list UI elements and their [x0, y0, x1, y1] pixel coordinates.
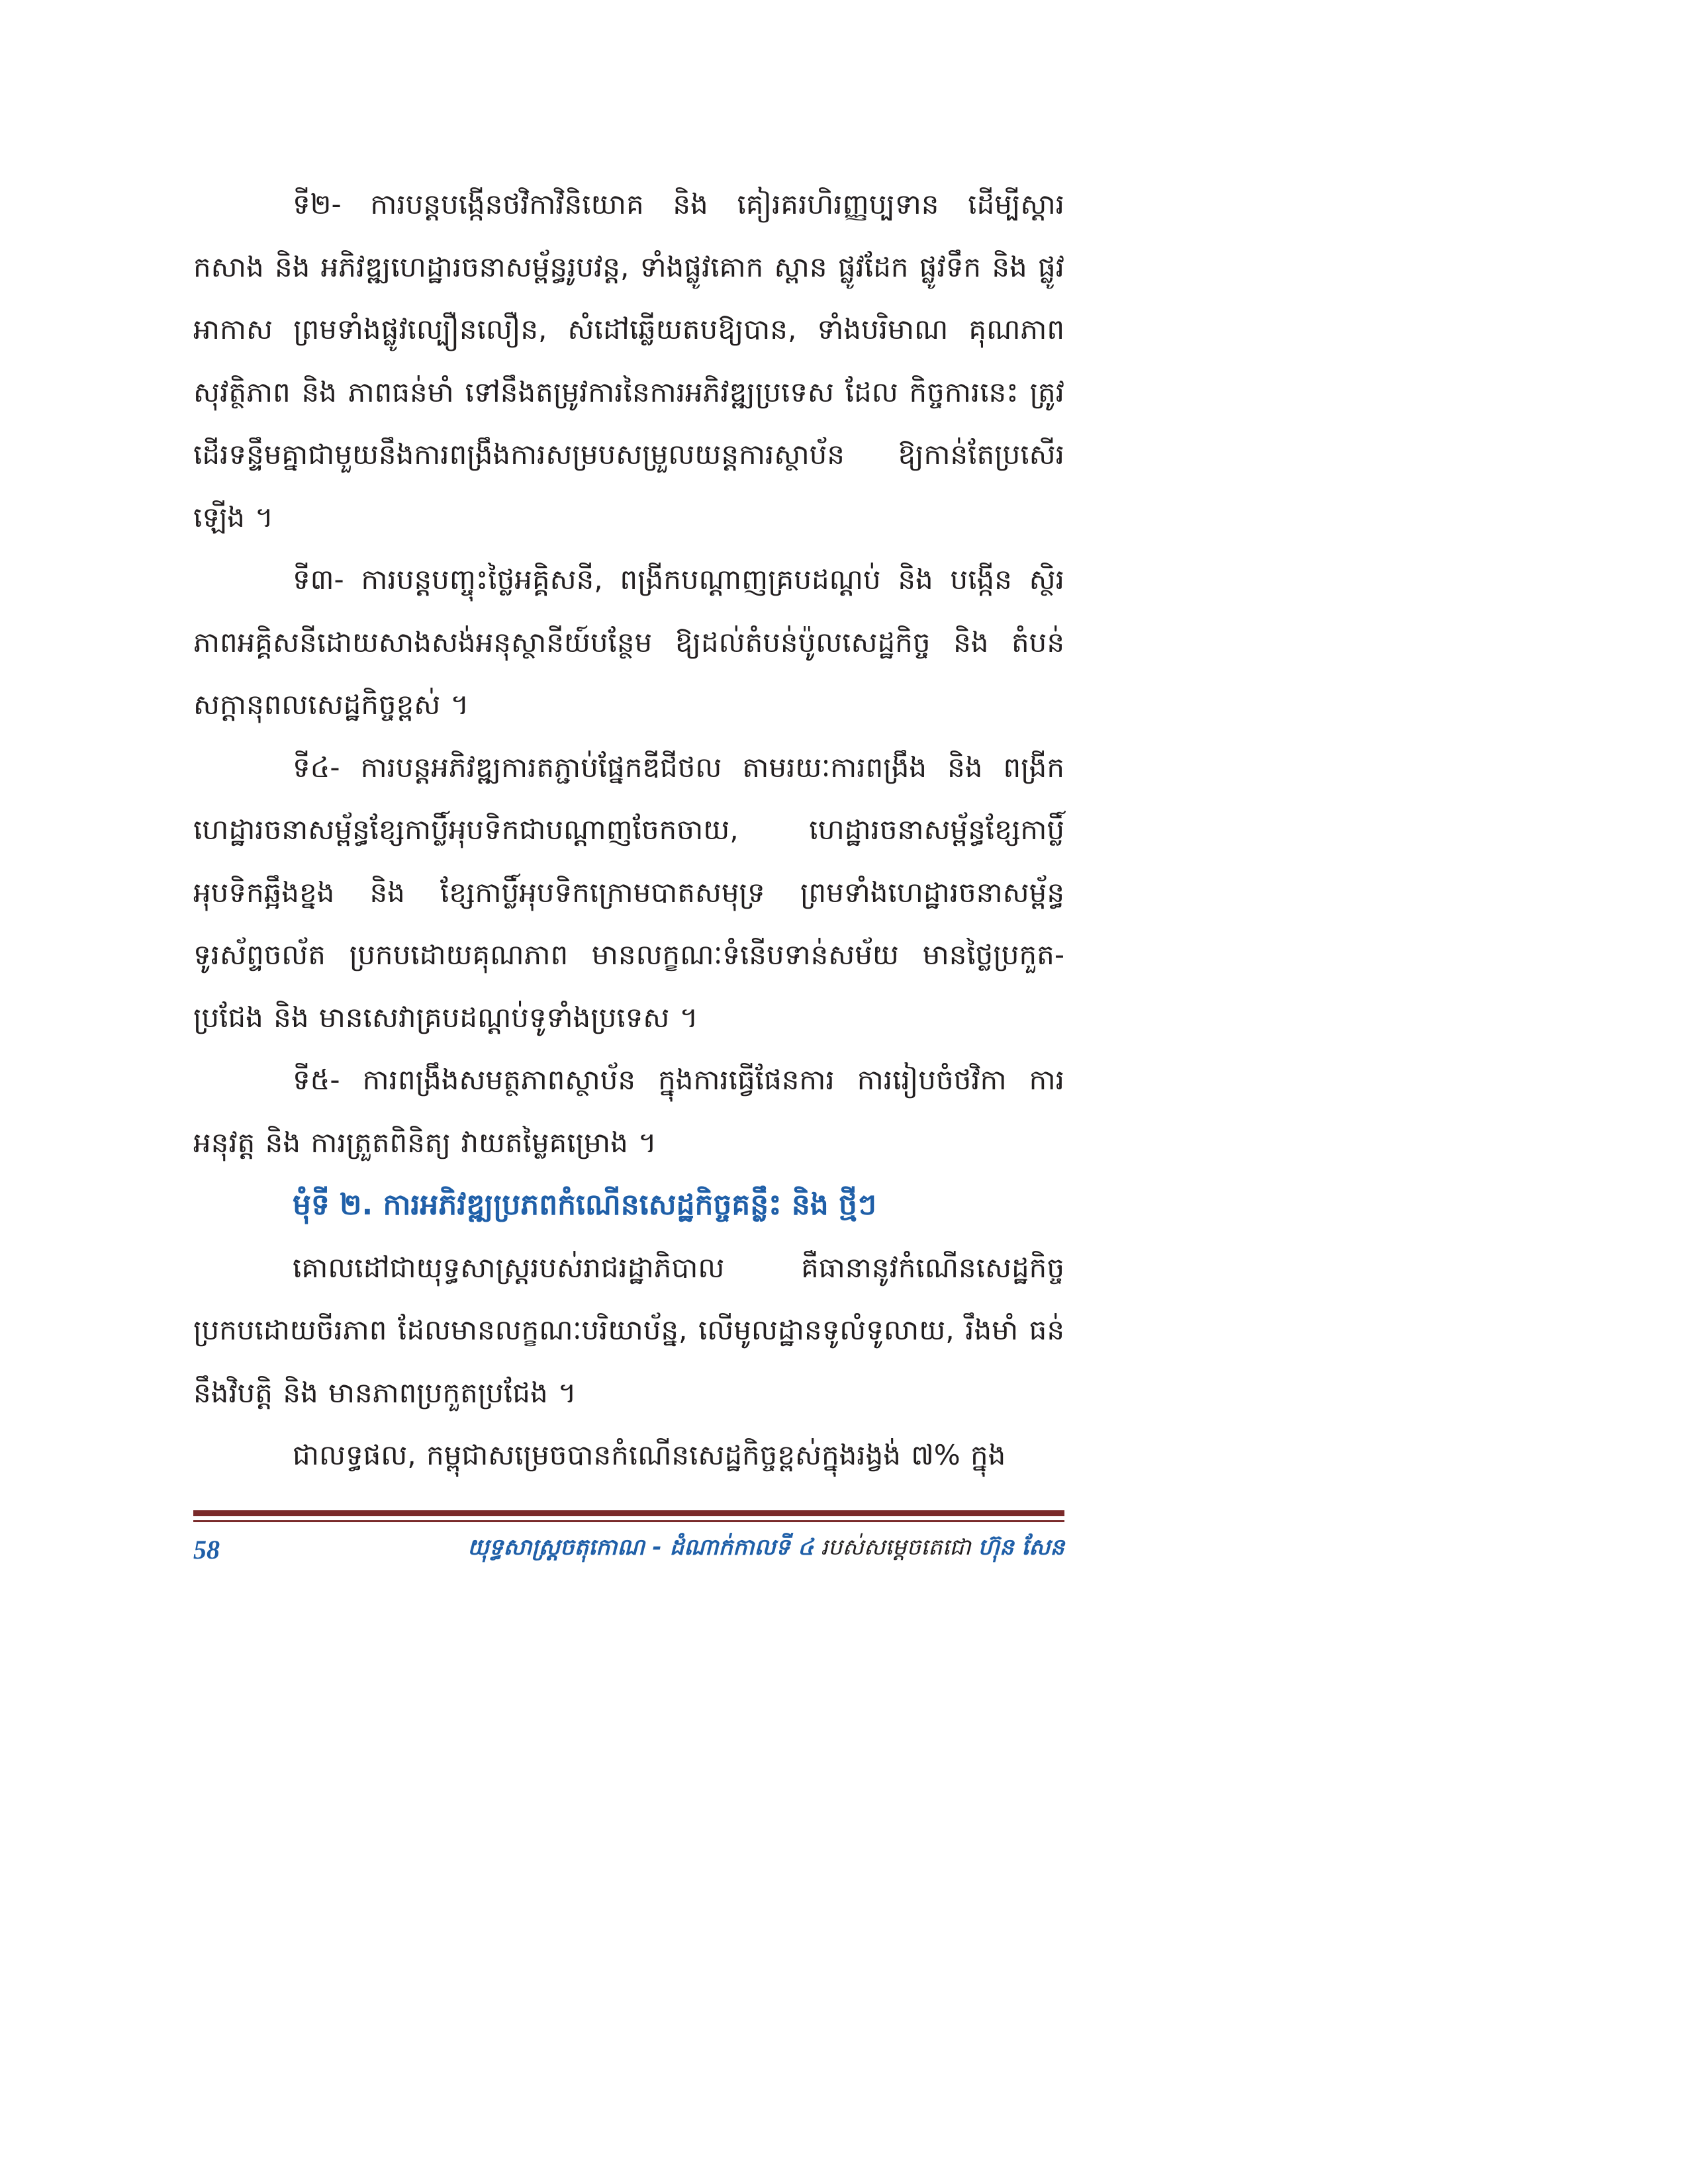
page-footer	[193, 1526, 1064, 1572]
paragraph-item-5: ទី៥- ការពង្រឹងសមត្ថភាពស្ថាប័ន ក្នុងការធ្វើផែនការ ការរៀបចំថវិកា ការអនុវត្ត និង ការត្រួតពិនិត្យ វាយតម្លៃគម្រោង ។	[193, 1064, 1064, 1159]
paragraph-result: ជាលទ្ធផល, កម្ពុជាសម្រេចបានកំណើនសេដ្ឋកិច្ចខ្ពស់ក្នុងរង្វង់ ៧% ក្នុង	[293, 1439, 1006, 1471]
paragraph-goal: គោលដៅជាយុទ្ធសាស្ត្ររបស់រាជរដ្ឋាភិបាល គឺធានានូវកំណើនសេដ្ឋកិច្ច ប្រកបដោយចីរភាព ដែលមានលក្ខណៈបរិយាប័ន្ន, លើមូលដ្ឋានទូលំទូលាយ, រឹងមាំ ធន់នឹងវិបត្តិ និង មានភាពប្រកួតប្រជែង ។	[193, 1251, 1064, 1409]
running-title-author: ហ៊ុន សែន	[978, 1534, 1064, 1561]
footer-rule-thin	[193, 1520, 1064, 1522]
running-title-by: របស់សម្តេចតេជោ	[821, 1534, 971, 1561]
paragraph-item-3: ទី៣- ការបន្តបញ្ចុះថ្លៃអគ្គិសនី, ពង្រីកបណ្តាញគ្របដណ្តប់ និង បង្កើន ស្ថិរភាពអគ្គិសនីដោយសាងសង់អនុស្ថានីយ៍បន្ថែម ឱ្យដល់តំបន់ប៉ូលសេដ្ឋកិច្ច និង តំបន់សក្តានុពលសេដ្ឋកិច្ចខ្ពស់ ។	[193, 563, 1064, 721]
running-title-main: យុទ្ធសាស្ត្រចតុកោណ - ដំណាក់កាលទី ៤	[467, 1534, 814, 1561]
section-heading: មុំទី ២. ការអភិវឌ្ឍប្រភពកំណើនសេដ្ឋកិច្ចគន្លឹះ និង ថ្មីៗ	[293, 1188, 876, 1222]
paragraph-item-4: ទី៤- ការបន្តអភិវឌ្ឍការតភ្ជាប់ផ្នែកឌីជីថល តាមរយៈការពង្រឹង និង ពង្រីក ហេដ្ឋារចនាសម្ព័ន្ធខ្សែកាប្លិ៍អុបទិកជាបណ្តាញចែកចាយ, ហេដ្ឋារចនាសម្ព័ន្ធខ្សែកាប្លិ៍ អុបទិកឆ្អឹងខ្នង និង ខ្សែកាប្លិ៍អុបទិកក្រោមបាតសមុទ្រ ព្រមទាំងហេដ្ឋារចនាសម្ព័ន្ធ ទូរស័ព្ទចល័ត ប្រកបដោយគុណភាព មានលក្ខណៈទំនើបទាន់សម័យ មានថ្លៃប្រកួត- ប្រជែង និង មានសេវាគ្របដណ្តប់ទូទាំងប្រទេស ។	[193, 751, 1064, 1034]
footer-rule-thick	[193, 1510, 1064, 1516]
running-title	[467, 1533, 1064, 1566]
page-number: 58	[193, 1534, 220, 1565]
paragraph-item-2: ទី២- ការបន្តបង្កើនថវិកាវិនិយោគ និង គៀរគរហិរញ្ញប្បទាន ដើម្បីស្តារ កសាង និង អភិវឌ្ឍហេដ្ឋារចនាសម្ព័ន្ធរូបវន្ត, ទាំងផ្លូវគោក ស្ពាន ផ្លូវដែក ផ្លូវទឹក និង ផ្លូវអាកាស ព្រមទាំងផ្លូវល្បឿនលឿន, សំដៅឆ្លើយតបឱ្យបាន, ទាំងបរិមាណ គុណភាព សុវត្ថិភាព និង ភាពធន់មាំ ទៅនឹងតម្រូវការនៃការអភិវឌ្ឍប្រទេស ដែល កិច្ចការនេះ ត្រូវដើរទន្ទឹមគ្នាជាមួយនឹងការពង្រឹងការសម្របសម្រួលយន្តការស្ថាប័ន ឱ្យកាន់តែប្រសើរឡើង ។	[193, 188, 1064, 533]
body-text	[193, 173, 1064, 1487]
